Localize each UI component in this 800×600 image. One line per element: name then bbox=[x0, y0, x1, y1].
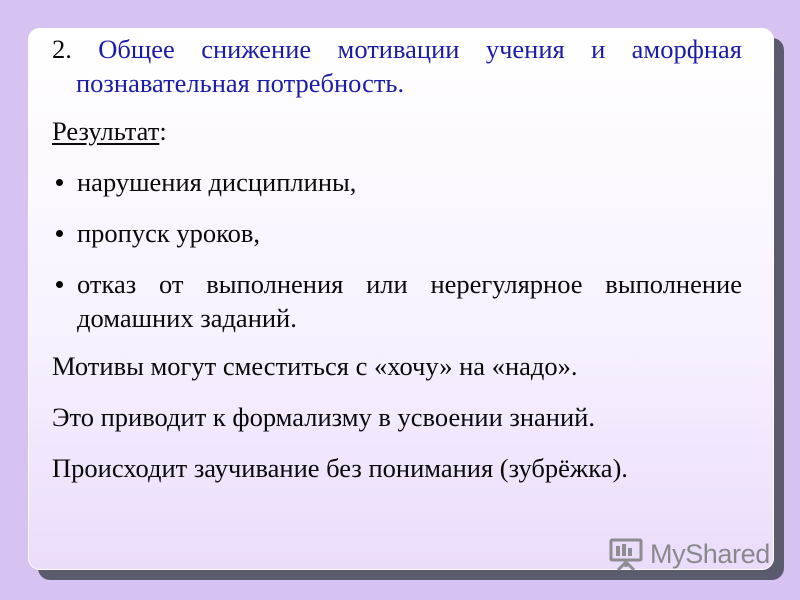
paragraph: Происходит заучивание без понимания (зубрёжка). bbox=[52, 453, 628, 483]
result-line bbox=[52, 114, 742, 148]
bullet-icon bbox=[56, 179, 63, 186]
bullet-icon bbox=[56, 281, 63, 288]
list-item-text: пропуск уроков, bbox=[77, 218, 261, 248]
watermark-text: MyShared bbox=[650, 538, 770, 569]
slide-heading bbox=[52, 32, 742, 100]
slide-content bbox=[52, 32, 742, 485]
list-item bbox=[52, 165, 742, 199]
paragraph: Это приводит к формализму в усвоении знаний. bbox=[52, 402, 595, 432]
result-label: Результат bbox=[52, 116, 160, 146]
list-item-text: нарушения дисциплины, bbox=[77, 167, 357, 197]
presentation-board-icon bbox=[608, 537, 644, 571]
watermark-logo bbox=[608, 536, 770, 572]
result-list bbox=[52, 165, 742, 335]
result-colon: : bbox=[159, 116, 167, 146]
heading-number: 2. bbox=[52, 34, 72, 64]
list-item-text: отказ от выполнения или нерегулярное выполнение домашних заданий. bbox=[77, 269, 742, 333]
heading-text: Общее снижение мотивации учения и аморфная познавательная потребность. bbox=[76, 34, 742, 98]
bullet-icon bbox=[56, 230, 63, 237]
list-item bbox=[52, 216, 742, 250]
paragraph: Мотивы могут сместиться с «хочу» на «надо». bbox=[52, 351, 578, 381]
list-item bbox=[52, 267, 742, 335]
